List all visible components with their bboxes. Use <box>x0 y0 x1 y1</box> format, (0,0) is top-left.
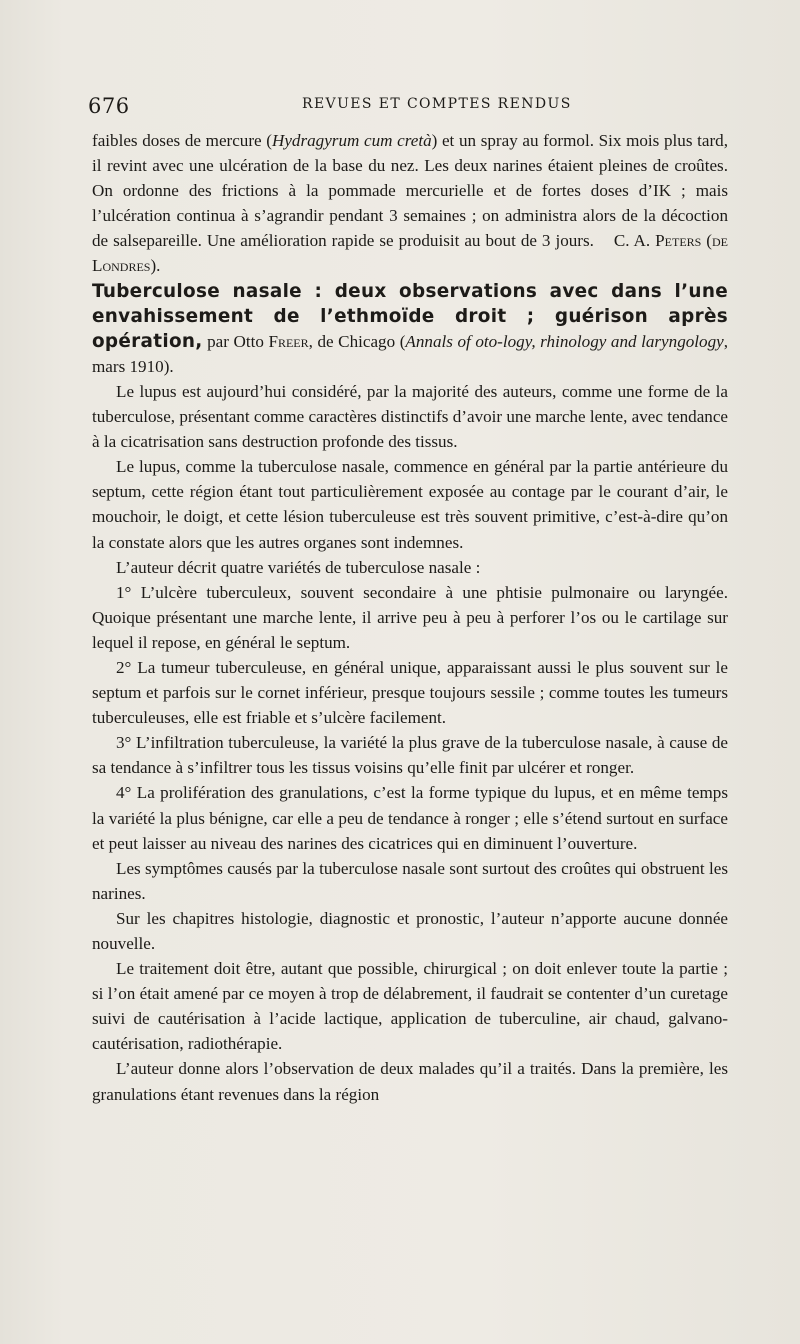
article-date: , mars 1910). <box>92 331 728 376</box>
article-body <box>92 128 728 1107</box>
article-author: Freer <box>268 331 309 351</box>
paragraph-11: L’auteur donne alors l’observation de deux malades qu’il a traités. Dans la première, les granulations étant revenues dans la région <box>92 1059 728 1104</box>
paragraph-6: 3° L’infiltration tuberculeuse, la variété la plus grave de la tuberculose nasale, à cause de sa tendance à s’infiltrer tous les tissus voisins qu’elle finit par ulcérer et ronger. <box>92 733 728 778</box>
intro-text-a: faibles doses de mercure ( <box>92 131 272 150</box>
paragraph-2: Le lupus, comme la tuberculose nasale, commence en général par la partie antérieure du septum, cette région étant tout particulièrement exposée au contage par le courant d’air, le mouchoir, le doigt, et cette lésion tuberculeuse est très souvent primitive, c’est-à-dire qu’on la constate alors que les autres organes sont indemnes. <box>92 457 728 552</box>
paragraph-1: Le lupus est aujourd’hui considéré, par la majorité des auteurs, comme une forme de la tuberculose, présentant comme caractères distinctifs d’avoir une marche lente, avec tendance à la cicatrisation sans destruction profonde des tissus. <box>92 381 728 452</box>
article-journal: Annals of oto-logy, rhinology and laryngology <box>405 331 724 351</box>
article-title <box>92 279 728 379</box>
paragraph-7: 4° La prolifération des granulations, c’est la forme typique du lupus, et en même temps la variété la plus bénigne, car elle a peu de tendance à ronger ; elle s’étend surtout en surface et peut laisser au niveau des narines des cicatrices qui en diminuent l’ouverture. <box>92 783 728 853</box>
paragraph-10: Le traitement doit être, autant que possible, chirurgical ; on doit enlever toute la partie ; si l’on était amené par ce moyen à trop de délabrement, il faudrait se contenter d’un curetage suivi de cautérisation à l’acide lactique, application de tuberculine, air chaud, galvano-cautérisation, radiothérapie. <box>92 959 728 1054</box>
paragraph-8: Les symptômes causés par la tuberculose nasale sont surtout des croûtes qui obstruent les narines. <box>92 858 728 903</box>
paragraph-3: L’auteur décrit quatre variétés de tuberculose nasale : <box>116 557 481 577</box>
article-title-bold: Tuberculose nasale : deux observations avec dans l’une envahissement de l’ethmoïde droit ; guérison après opération, <box>92 280 728 352</box>
page-number: 676 <box>88 94 130 118</box>
paragraph-4: 1° L’ulcère tuberculeux, souvent secondaire à une phtisie pulmonaire ou laryngée. Quoique présentant une marche lente, il arrive peu à peu à perforer l’os ou le cartilage sur lequel il repose, en général le septum. <box>92 582 728 652</box>
running-head <box>88 94 750 116</box>
article-title-by: par Otto <box>202 331 269 351</box>
intro-italic: Hydragyrum cum cretà <box>271 131 432 150</box>
intro-text-b: ) et un spray au formol. Six mois plus tard, il revint avec une ulcération de la base du nez. Les deux narines étaient pleines de croûtes. On ordonne des frictions à la pommade mercurielle et de fortes doses d’IK ; mais l’ulcération continua à s’agrandir pendant 3 semaines ; on administra alors de la décoction de salsepareille. Une amélioration rapide se produisit au bout de 3 jours. <box>92 131 728 251</box>
journal-title: REVUES ET COMPTES RENDUS <box>302 96 572 112</box>
paragraph-5: 2° La tumeur tuberculeuse, en général unique, apparaissant aussi le plus souvent sur le septum et parfois sur le cornet inférieur, presque toujours sessile ; comme toutes les tumeurs tuberculeuses, elle est friable et s’ulcère facilement. <box>92 657 728 728</box>
intro-author: C. A. Peters (de Londres). <box>92 231 728 276</box>
intro-paragraph <box>92 128 728 279</box>
paragraph-9: Sur les chapitres histologie, diagnostic et pronostic, l’auteur n’apporte aucune donnée nouvelle. <box>92 908 728 953</box>
article-place: , de Chicago ( <box>308 331 406 351</box>
